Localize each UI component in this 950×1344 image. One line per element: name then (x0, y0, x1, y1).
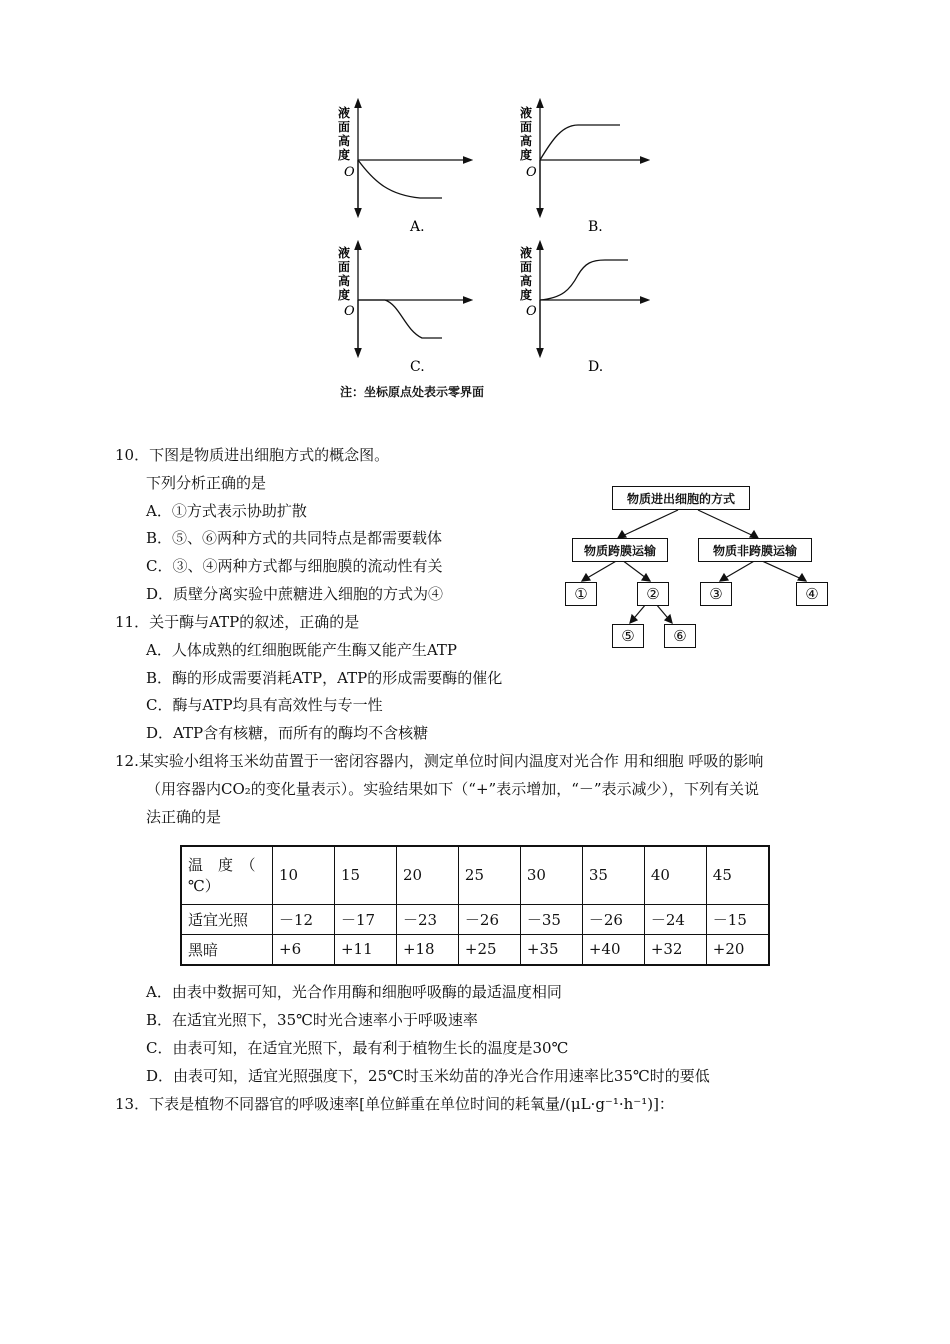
graphs-svg (330, 95, 650, 400)
y-label-d2: 面 (520, 260, 533, 274)
y-label-d4: 度 (520, 288, 533, 302)
y-label-d1: 液 (520, 246, 533, 260)
q10-stem: 10．下图是物质进出细胞方式的概念图。 (115, 446, 390, 464)
header-label-line-2: ℃） (188, 877, 220, 896)
liquid-height-graphs (330, 95, 650, 400)
q12-stem-line-1: 12.某实验小组将玉米幼苗置于一密闭容器内，测定单位时间内温度对光合作 用和细胞 呼吸的影响 (115, 752, 764, 770)
table-row-dark (181, 934, 769, 965)
y-label-b1: 液 (520, 106, 533, 120)
value-cell: +40 (582, 934, 644, 965)
q11-option-b: B．酶的形成需要消耗ATP，ATP的形成需要酶的催化 (146, 669, 503, 687)
origin-b: O (526, 165, 537, 180)
y-label-a3: 高 (338, 134, 351, 148)
value-cell: －12 (273, 904, 335, 934)
table-row-light (181, 904, 769, 934)
value-cell: +6 (273, 934, 335, 965)
q10-option-c: C．③、④两种方式都与细胞膜的流动性有关 (146, 557, 443, 575)
y-label-a4: 度 (338, 148, 351, 162)
value-cell: +35 (520, 934, 582, 965)
q13-stem: 13．下表是植物不同器官的呼吸速率[单位鲜重在单位时间的耗氧量/(μL·g⁻¹·h⁻¹)]： (115, 1095, 674, 1113)
graph-panel-a (338, 103, 468, 235)
value-cell: +11 (334, 934, 396, 965)
curve-a (358, 160, 442, 198)
value-cell: －26 (458, 904, 520, 934)
y-label-c1: 液 (338, 246, 351, 260)
curve-c (358, 300, 442, 338)
header-label-line-1: 温 度 （ (188, 856, 256, 875)
q12-option-d: D．由表可知，适宜光照强度下，25℃时玉米幼苗的净光合作用速率比35℃时的要低 (146, 1067, 710, 1085)
value-cell: －17 (334, 904, 396, 934)
label-c: C. (410, 359, 425, 375)
y-label-b4: 度 (520, 148, 533, 162)
y-label-a2: 面 (338, 120, 351, 134)
y-label-b2: 面 (520, 120, 533, 134)
row-label: 适宜光照 (181, 904, 273, 934)
cm-node-5: ⑤ (612, 624, 644, 648)
origin-d: O (526, 304, 537, 319)
table-header-row (181, 846, 769, 904)
q12-stem-line-3: 法正确的是 (146, 808, 222, 826)
q12-option-a: A．由表中数据可知，光合作用酶和细胞呼吸酶的最适温度相同 (146, 983, 562, 1001)
q11-option-c: C．酶与ATP均具有高效性与专一性 (146, 696, 383, 714)
q10-option-b: B．⑤、⑥两种方式的共同特点是都需要载体 (146, 529, 443, 547)
value-cell: －26 (582, 904, 644, 934)
value-cell: +25 (458, 934, 520, 965)
value-cell: －15 (706, 904, 769, 934)
value-cell: +20 (706, 934, 769, 965)
cm-right: 物质非跨膜运输 (698, 538, 812, 562)
value-cell: －24 (644, 904, 706, 934)
cm-node-6: ⑥ (664, 624, 696, 648)
label-d: D. (588, 359, 604, 375)
row-label: 黑暗 (181, 934, 273, 965)
temp-cell: 20 (396, 846, 458, 904)
temp-cell: 30 (520, 846, 582, 904)
temp-cell: 35 (582, 846, 644, 904)
q12-option-b: B．在适宜光照下，35℃时光合速率小于呼吸速率 (146, 1011, 478, 1029)
q10-sub: 下列分析正确的是 (146, 474, 267, 492)
y-label-b3: 高 (520, 134, 533, 148)
header-label-cell (181, 846, 273, 904)
cm-left: 物质跨膜运输 (572, 538, 668, 562)
graph-panel-c (338, 245, 468, 375)
value-cell: －23 (396, 904, 458, 934)
q12-stem-line-2: （用容器内CO₂的变化量表示）。实验结果如下（“+”表示增加，“－”表示减少），下列有关说 (146, 780, 760, 798)
q10-option-a: A．①方式表示协助扩散 (146, 502, 307, 520)
cm-node-1: ① (565, 582, 597, 606)
y-label-c4: 度 (338, 288, 351, 302)
cm-node-4: ④ (796, 582, 828, 606)
origin-a: O (344, 165, 355, 180)
cm-root: 物质进出细胞的方式 (612, 486, 750, 510)
q11-option-a: A．人体成熟的红细胞既能产生酶又能产生ATP (146, 641, 457, 659)
temp-cell: 15 (334, 846, 396, 904)
temp-cell: 45 (706, 846, 769, 904)
curve-d (540, 260, 628, 300)
q11-stem: 11．关于酶与ATP的叙述，正确的是 (115, 613, 360, 631)
q12-option-c: C．由表可知，在适宜光照下，最有利于植物生长的温度是30℃ (146, 1039, 569, 1057)
y-label-a1: 液 (338, 106, 351, 120)
q10-option-d: D．质壁分离实验中蔗糖进入细胞的方式为④ (146, 585, 444, 603)
q12-data-table (180, 845, 770, 966)
graph-note: 注：坐标原点处表示零界面 (340, 385, 485, 399)
graph-panel-d (520, 245, 645, 375)
label-b: B. (588, 219, 603, 235)
value-cell: +32 (644, 934, 706, 965)
cm-node-2: ② (637, 582, 669, 606)
cm-node-3: ③ (700, 582, 732, 606)
concept-map-lines (560, 486, 840, 651)
curve-b (540, 125, 620, 160)
graph-panel-b (520, 103, 645, 235)
temp-cell: 40 (644, 846, 706, 904)
y-label-d3: 高 (520, 274, 533, 288)
label-a: A. (410, 219, 425, 235)
concept-map (560, 486, 840, 651)
value-cell: －35 (520, 904, 582, 934)
origin-c: O (344, 304, 355, 319)
temp-cell: 10 (273, 846, 335, 904)
y-label-c3: 高 (338, 274, 351, 288)
temp-cell: 25 (458, 846, 520, 904)
q11-option-d: D．ATP含有核糖，而所有的酶均不含核糖 (146, 724, 429, 742)
y-label-c2: 面 (338, 260, 351, 274)
value-cell: +18 (396, 934, 458, 965)
